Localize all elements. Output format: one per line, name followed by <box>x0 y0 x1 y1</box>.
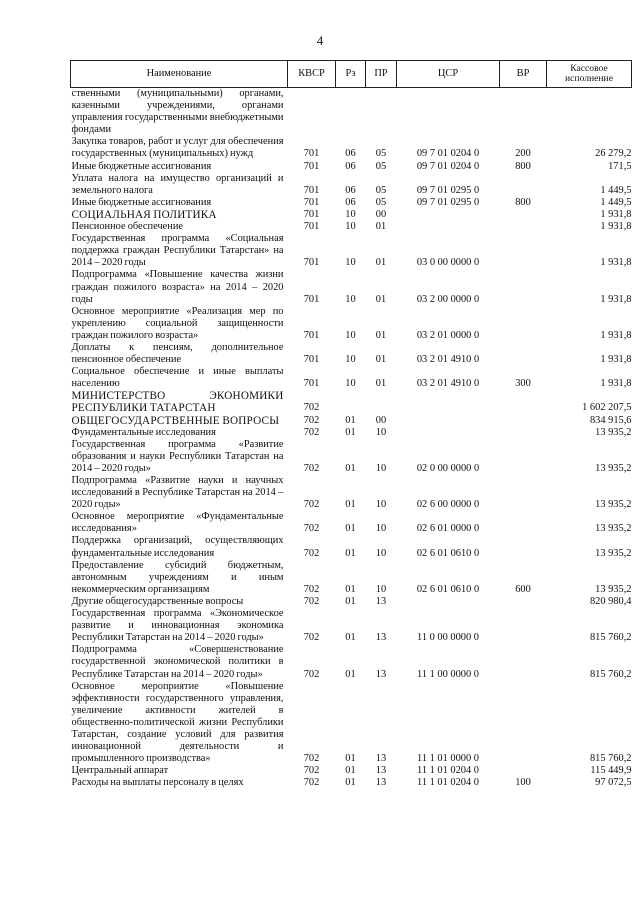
table-row <box>71 390 632 414</box>
row-pr: 13 <box>375 632 387 644</box>
row-rz: 01 <box>345 777 356 789</box>
row-rz <box>336 390 366 414</box>
row-rz <box>336 88 366 137</box>
row-vr <box>500 221 547 233</box>
row-name: СОЦИАЛЬНАЯ ПОЛИТИКА <box>71 208 217 221</box>
row-sum: 13 935,2 <box>595 583 632 595</box>
row-rz: 01 <box>345 499 356 511</box>
row-name: Подпрограмма «Повышение качества жизни граждан пожилого возраста» на 2014 – 2020 годы <box>71 269 284 305</box>
row-vr <box>500 596 547 608</box>
row-pr: 13 <box>375 668 387 680</box>
table-row <box>71 644 632 680</box>
row-sum: 1 931,8 <box>600 208 632 220</box>
row-sum: 1 931,8 <box>600 378 632 390</box>
row-rz: 10 <box>345 257 356 269</box>
row-vr <box>500 439 547 475</box>
row-rz: 01 <box>345 547 356 559</box>
row-csr: 11 0 00 0000 0 <box>417 632 479 644</box>
row-csr <box>397 221 500 233</box>
row-kvsr: 702 <box>303 595 320 607</box>
row-pr: 00 <box>375 208 387 220</box>
row-rz: 01 <box>345 765 356 777</box>
row-vr <box>500 342 547 366</box>
row-csr: 03 2 01 4910 0 <box>416 378 480 390</box>
row-vr <box>500 765 547 777</box>
row-rz: 10 <box>345 293 356 305</box>
row-name: Основное мероприятие «Повышение эффективности государственного управления, увеличение активности жителей в общественно-политической жизни Республики Татарстан, создание условий для развития инновационной деятельности и промышленного производства» <box>71 680 284 765</box>
row-kvsr: 702 <box>303 753 320 765</box>
row-rz: 01 <box>345 462 356 474</box>
table-row <box>71 209 632 221</box>
row-pr: 05 <box>375 160 387 172</box>
header-rz: Рз <box>336 61 366 88</box>
table-row <box>71 136 632 160</box>
row-name: Доплаты к пенсиям, дополнительное пенсионное обеспечение <box>71 341 284 366</box>
row-vr: 600 <box>515 583 531 595</box>
table-row <box>71 439 632 475</box>
row-csr: 11 1 00 0000 0 <box>417 668 479 680</box>
row-pr: 10 <box>375 523 387 535</box>
table-header-row <box>71 61 632 88</box>
table-row <box>71 306 632 342</box>
row-csr: 02 6 00 0000 0 <box>416 499 480 511</box>
row-sum <box>547 88 632 137</box>
table-row <box>71 221 632 233</box>
table-row <box>71 427 632 439</box>
row-name: Другие общегосударственные вопросы <box>71 595 244 607</box>
row-sum: 1 931,8 <box>600 329 632 341</box>
row-pr: 10 <box>375 426 387 438</box>
row-sum: 1 931,8 <box>600 354 632 366</box>
row-csr <box>397 427 500 439</box>
row-sum: 13 935,2 <box>595 426 632 438</box>
row-pr: 10 <box>375 499 387 511</box>
row-kvsr <box>288 88 336 137</box>
table-body <box>71 88 632 790</box>
row-rz: 06 <box>345 184 356 196</box>
row-kvsr: 701 <box>303 184 320 196</box>
row-vr <box>500 427 547 439</box>
row-csr <box>397 209 500 221</box>
row-vr <box>500 644 547 680</box>
row-name: Государственная программа «Развитие образования и науки Республики Татарстан на 2014 – 2020 годы» <box>71 438 284 474</box>
row-rz: 06 <box>345 148 356 160</box>
row-vr <box>500 681 547 766</box>
header-sum: Кассовое исполнение <box>547 61 632 88</box>
row-sum: 26 279,2 <box>595 148 632 160</box>
row-pr: 13 <box>375 753 387 765</box>
row-pr: 01 <box>375 378 387 390</box>
row-pr: 00 <box>375 414 387 426</box>
row-kvsr: 702 <box>303 414 320 426</box>
table-row <box>71 777 632 789</box>
table-row <box>71 475 632 511</box>
row-vr: 800 <box>515 196 531 208</box>
row-kvsr: 702 <box>303 777 320 789</box>
row-vr <box>500 608 547 644</box>
row-name: Фундаментальные исследования <box>71 426 216 438</box>
row-pr: 13 <box>375 595 387 607</box>
row-csr: 09 7 01 0204 0 <box>416 148 480 160</box>
row-vr <box>500 390 547 414</box>
row-sum: 171,5 <box>608 160 632 172</box>
row-name: Пенсионное обеспечение <box>71 221 184 233</box>
row-name: Центральный аппарат <box>71 765 169 777</box>
row-csr: 02 6 01 0000 0 <box>416 523 480 535</box>
table-row <box>71 233 632 269</box>
row-kvsr: 701 <box>303 257 320 269</box>
table-row <box>71 161 632 173</box>
row-pr: 01 <box>375 257 387 269</box>
row-rz: 10 <box>345 329 356 341</box>
row-rz: 10 <box>345 208 356 220</box>
row-pr <box>366 390 397 414</box>
row-kvsr: 702 <box>303 426 320 438</box>
row-csr <box>397 415 500 427</box>
row-rz: 10 <box>345 221 356 233</box>
row-rz: 01 <box>345 414 356 426</box>
row-kvsr: 702 <box>303 402 320 414</box>
row-rz: 01 <box>345 668 356 680</box>
row-rz: 10 <box>345 378 356 390</box>
row-rz: 01 <box>345 632 356 644</box>
row-sum: 13 935,2 <box>595 523 632 535</box>
row-csr: 02 6 01 0610 0 <box>416 583 480 595</box>
row-rz: 06 <box>345 196 356 208</box>
row-pr: 10 <box>375 583 387 595</box>
row-pr: 13 <box>375 777 387 789</box>
row-rz: 01 <box>345 595 356 607</box>
row-csr: 11 1 01 0000 0 <box>417 753 479 765</box>
row-sum: 1 931,8 <box>600 257 632 269</box>
row-pr: 01 <box>375 293 387 305</box>
row-pr: 05 <box>375 196 387 208</box>
row-kvsr: 701 <box>303 208 320 220</box>
row-pr: 10 <box>375 547 387 559</box>
page-number: 4 <box>316 33 324 48</box>
table-row <box>71 535 632 559</box>
row-pr: 13 <box>375 765 387 777</box>
row-vr <box>500 475 547 511</box>
row-name: МИНИСТЕРСТВО ЭКОНОМИКИ РЕСПУБЛИКИ ТАТАРСТАН <box>71 390 284 415</box>
row-kvsr: 701 <box>303 221 320 233</box>
row-rz: 01 <box>345 523 356 535</box>
row-name: Социальное обеспечение и иные выплаты населению <box>71 366 284 390</box>
row-kvsr: 701 <box>303 148 320 160</box>
row-sum: 815 760,2 <box>589 753 632 765</box>
row-name: Закупка товаров, работ и услуг для обеспечения государственных (муниципальных) нужд <box>71 136 284 160</box>
table-row <box>71 197 632 209</box>
row-kvsr: 702 <box>303 499 320 511</box>
row-csr: 03 0 00 0000 0 <box>416 257 480 269</box>
row-csr: 02 6 01 0610 0 <box>416 547 480 559</box>
row-vr <box>500 306 547 342</box>
row-kvsr: 701 <box>303 196 320 208</box>
header-kvsr: КВСР <box>288 61 336 88</box>
table-row <box>71 681 632 766</box>
header-pr: ПР <box>366 61 397 88</box>
row-csr: 09 7 01 0295 0 <box>416 196 480 208</box>
row-sum: 1 449,5 <box>600 184 632 196</box>
budget-execution-table <box>70 60 632 789</box>
row-sum: 820 980,4 <box>589 595 632 607</box>
row-csr: 03 2 00 0000 0 <box>416 293 480 305</box>
row-vr <box>500 233 547 269</box>
row-pr <box>366 88 397 137</box>
row-pr: 05 <box>375 184 387 196</box>
table-row <box>71 511 632 535</box>
row-name: Подпрограмма «Совершенствование государственной экономической политики в Республике Татарстан на 2014 – 2020 годы» <box>71 644 284 680</box>
row-name: ственными (муниципальными) органами, казенными учреждениями, органами управления государственными внебюджетными фондами <box>71 88 284 136</box>
row-vr <box>500 511 547 535</box>
row-name: Подпрограмма «Развитие науки и научных исследований в Республике Татарстан на 2014 – 2020 годы» <box>71 475 284 511</box>
row-kvsr: 701 <box>303 329 320 341</box>
row-vr <box>500 415 547 427</box>
row-sum: 1 931,8 <box>600 293 632 305</box>
row-kvsr: 701 <box>303 378 320 390</box>
row-name: Поддержка организаций, осуществляющих фундаментальные исследования <box>71 535 284 559</box>
row-sum: 1 602 207,5 <box>582 402 632 414</box>
row-rz: 01 <box>345 583 356 595</box>
row-sum: 1 931,8 <box>600 221 632 233</box>
row-name: Предоставление субсидий бюджетным, автономным учреждениям и иным некоммерческим организациям <box>71 559 284 595</box>
row-csr: 11 1 01 0204 0 <box>417 777 479 789</box>
table-row <box>71 173 632 197</box>
table-row <box>71 765 632 777</box>
row-pr: 01 <box>375 221 387 233</box>
row-sum: 115 449,9 <box>590 765 632 777</box>
row-sum: 13 935,2 <box>595 462 632 474</box>
header-name: Наименование <box>71 61 288 88</box>
row-csr: 03 2 01 4910 0 <box>416 354 480 366</box>
row-kvsr: 702 <box>303 632 320 644</box>
row-sum: 815 760,2 <box>589 668 632 680</box>
row-kvsr: 702 <box>303 765 320 777</box>
row-vr: 300 <box>515 378 531 390</box>
row-name: Основное мероприятие «Реализация мер по укреплению социальной защищенности граждан пожилого возраста» <box>71 305 284 341</box>
row-csr: 09 7 01 0204 0 <box>416 160 480 172</box>
row-vr: 200 <box>515 148 531 160</box>
row-kvsr: 702 <box>303 547 320 559</box>
row-rz: 06 <box>345 160 356 172</box>
header-csr: ЦСР <box>397 61 500 88</box>
row-sum: 834 915,6 <box>589 414 632 426</box>
row-vr <box>500 88 547 137</box>
row-sum: 815 760,2 <box>589 632 632 644</box>
row-pr: 01 <box>375 329 387 341</box>
row-sum: 13 935,2 <box>595 547 632 559</box>
row-name: Государственная программа «Социальная поддержка граждан Республики Татарстан» на 2014 – 2020 годы <box>71 233 284 269</box>
row-name: Государственная программа «Экономическое развитие и инновационная экономика Республики Татарстан на 2014 – 2020 годы» <box>71 608 284 644</box>
row-vr: 100 <box>515 777 531 789</box>
row-sum: 1 449,5 <box>600 196 632 208</box>
table-row <box>71 88 632 137</box>
row-kvsr: 702 <box>303 583 320 595</box>
row-name: Расходы на выплаты персоналу в целях <box>71 777 244 789</box>
row-pr: 01 <box>375 354 387 366</box>
row-vr: 800 <box>515 160 531 172</box>
row-sum: 97 072,5 <box>595 777 632 789</box>
table-row <box>71 342 632 366</box>
table-row <box>71 415 632 427</box>
table-row <box>71 596 632 608</box>
row-kvsr: 702 <box>303 668 320 680</box>
row-vr <box>500 269 547 305</box>
row-name: Основное мероприятие «Фундаментальные исследования» <box>71 511 284 535</box>
header-vr: ВР <box>500 61 547 88</box>
table-row <box>71 269 632 305</box>
row-csr <box>397 390 500 414</box>
row-csr: 11 1 01 0204 0 <box>417 765 479 777</box>
row-vr <box>500 535 547 559</box>
row-csr <box>397 596 500 608</box>
row-vr <box>500 209 547 221</box>
row-rz: 01 <box>345 753 356 765</box>
row-csr: 09 7 01 0295 0 <box>416 184 480 196</box>
row-csr <box>397 88 500 137</box>
table-row <box>71 608 632 644</box>
row-kvsr: 702 <box>303 523 320 535</box>
row-pr: 05 <box>375 148 387 160</box>
row-vr <box>500 173 547 197</box>
row-rz: 10 <box>345 354 356 366</box>
row-kvsr: 702 <box>303 462 320 474</box>
row-name: ОБЩЕГОСУДАРСТВЕННЫЕ ВОПРОСЫ <box>71 414 280 427</box>
row-pr: 10 <box>375 462 387 474</box>
row-csr: 02 0 00 0000 0 <box>416 462 480 474</box>
row-rz: 01 <box>345 426 356 438</box>
row-kvsr: 701 <box>303 354 320 366</box>
row-sum: 13 935,2 <box>595 499 632 511</box>
row-csr: 03 2 01 0000 0 <box>416 329 480 341</box>
row-name: Уплата налога на имущество организаций и земельного налога <box>71 172 284 196</box>
row-kvsr: 701 <box>303 293 320 305</box>
row-kvsr: 701 <box>303 160 320 172</box>
table-row <box>71 560 632 596</box>
row-name: Иные бюджетные ассигнования <box>71 160 212 172</box>
row-name: Иные бюджетные ассигнования <box>71 196 212 208</box>
table-row <box>71 366 632 390</box>
